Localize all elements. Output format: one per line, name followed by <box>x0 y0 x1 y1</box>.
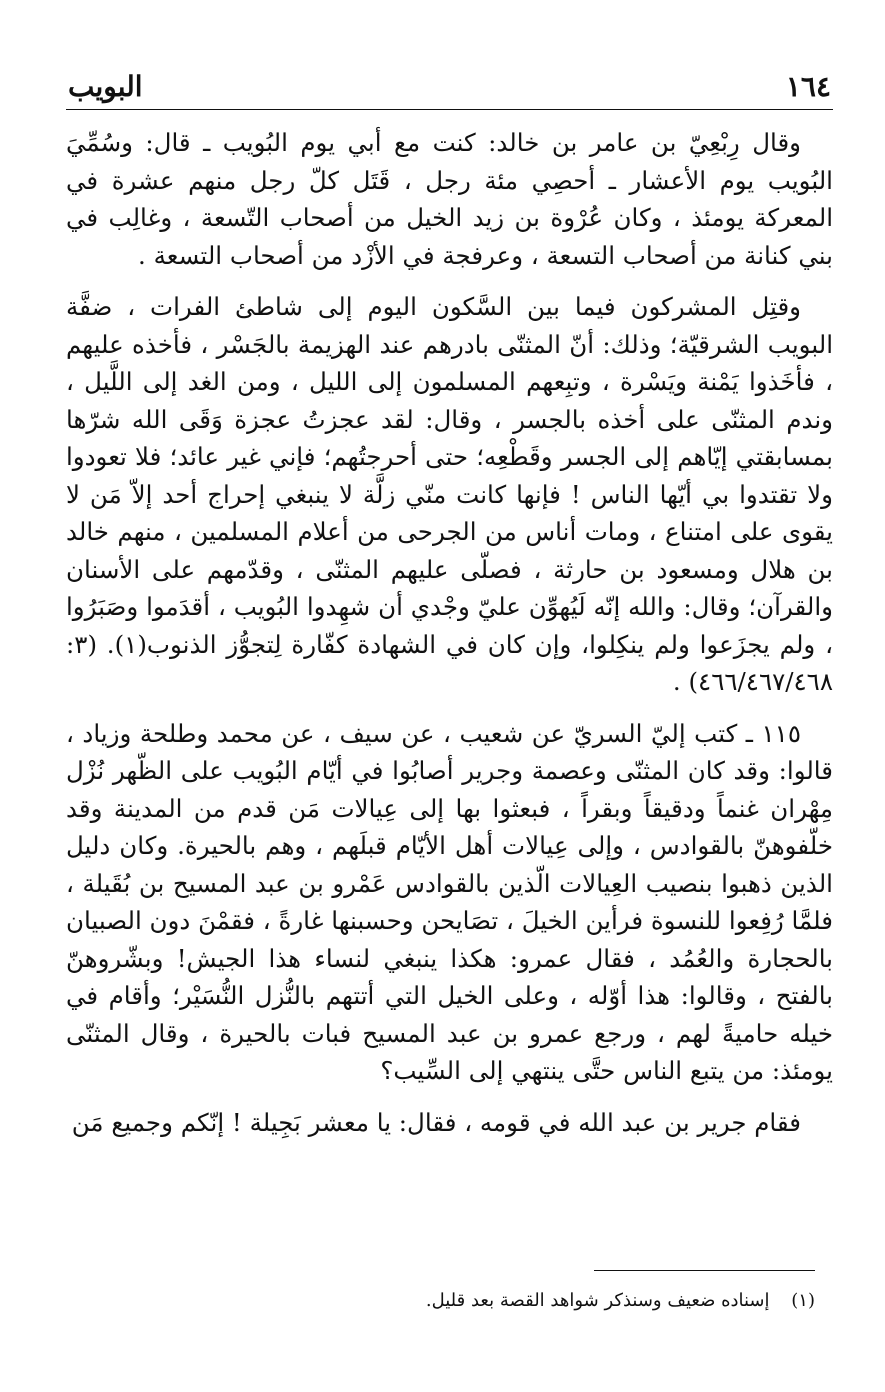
footnote-number: (١) <box>791 1290 815 1311</box>
page-number: ١٦٤ <box>785 70 831 103</box>
paragraph-4: فقام جرير بن عبد الله في قومه ، فقال: يا معشر بَجِيلة ! إنّكم وجميع مَن <box>71 1107 801 1137</box>
main-text <box>66 124 833 1141</box>
paragraph-1: وقال رِبْعِيّ بن عامر بن خالد: كنت مع أبي يوم البُويب ـ قال: وسُمِّيَ البُويب يوم الأعشار ـ أحصِي مئة رجل ، قَتَل كلّ رجل منهم عشرة في المعركة يومئذ ، وكان عُرْوة بن زيد الخيل من أصحاب التّسعة ، وغالِب في بني كنانة من أصحاب التسعة ، وعرفجة في الأزْد من أصحاب التسعة . <box>66 128 833 270</box>
footnote-divider <box>594 1270 815 1271</box>
running-title: البويب <box>68 70 143 103</box>
paragraph-3: ١١٥ ـ كتب إليّ السريّ عن شعيب ، عن سيف ، عن محمد وطلحة وزياد ، قالوا: وقد كان المثنّى وعصمة وجرير أصابُوا في أيّام البُويب على الظّهر نُزْل مِهْران غنماً ودقيقاً وبقراً ، فبعثوا بها إلى عِيالات مَن قدم من المدينة وقد خلّفوهنّ بالقوادس ، وإلى عِيالات أهل الأيّام قبلَهم ، وهم بالحيرة. وكان دليل الذين ذهبوا بنصيب العِيالات الّذين بالقوادس عَمْرو بن عبد المسيح بن بُقَيلة ، فلمَّا رُفِعوا للنسوة فرأين الخيلَ ، تصَايحن وحسبنها غارةً ، فقمْنَ دون الصبيان بالحجارة والعُمُد ، فقال عمرو: هكذا ينبغي لنساء هذا الجيش! وبشّروهنّ بالفتح ، وقالوا: هذا أوّله ، وعلى الخيل التي أتتهم بالنُّزل النُّسَيْر؛ وأقام في خيله حاميةً لهم ، ورجع عمرو بن عبد المسيح فبات بالحيرة ، وقال المثنّى يومئذ: من يتبع الناس حتَّى ينتهي إلى السِّيب؟ <box>66 718 834 1085</box>
footnote <box>426 1290 815 1311</box>
paragraph-2: وقتِل المشركون فيما بين السَّكون اليوم إلى شاطئ الفرات ، ضفَّة البويب الشرقيّة؛ وذلك: أنّ المثنّى بادرهم عند الهزيمة بالجَسْر ، فأخذه عليهم ، فأخَذوا يَمْنة ويَسْرة ، وتبِعهم المسلمون إلى الليل ، ومن الغد إلى اللَّيل ، وندم المثنّى على أخذه بالجسر ، وقال: لقد عجزتُ عجزة وَقَى الله شرّها بمسابقتي إيّاهم إلى الجسر وقَطْعِه؛ حتى أحرجتُهم؛ فإني غير عائد؛ فلا تعودوا ولا تقتدوا بي أيّها الناس ! فإنها كانت منّي زلَّة لا ينبغي إحراج أحد إلاّ مَن لا يقوى على امتناع ، ومات أناس من الجرحى من أعلام المسلمين ، منهم خالد بن هلال ومسعود بن حارثة ، فصلّى عليهم المثنّى ، وقدّمهم على الأسنان والقرآن؛ وقال: والله إنّه لَيُهوِّن عليّ وجْدي أن شهِدوا البُويب ، أقدَموا وصَبَرُوا ، ولم يجزَعوا ولم ينكِلوا، وإن كان في الشهادة كفّارة لِتجوُّز الذنوب(١). (٣: ٤٦٦/٤٦٧/٤٦٨) . <box>66 292 833 696</box>
page-header <box>66 70 833 110</box>
footnote-text: إسناده ضعيف وسنذكر شواهد القصة بعد قليل. <box>425 1290 770 1311</box>
